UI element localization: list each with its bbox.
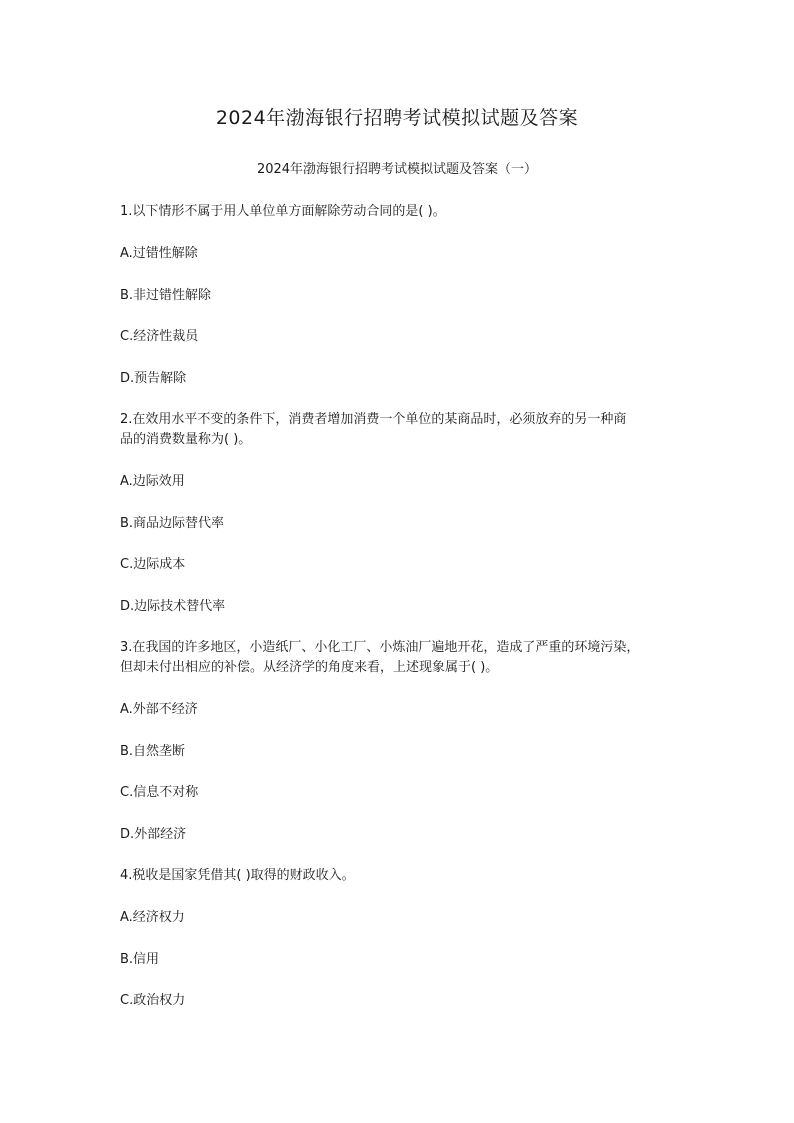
option-a: A.外部不经济 <box>120 702 198 717</box>
option-b: B.非过错性解除 <box>120 287 212 303</box>
option-a: A.边际效用 <box>120 474 185 489</box>
option-d: D.外部经济 <box>120 826 187 842</box>
question-stem-line-1: 3.在我国的许多地区，小造纸厂、小化工厂、小炼油厂遍地开花，造成了严重的环境污染， <box>120 640 640 655</box>
question-1 <box>120 202 680 389</box>
question-stem-line-2: 品的消费数量称为( )。 <box>120 432 252 447</box>
question-stem: 4.税收是国家凭借其( )取得的财政收入。 <box>120 868 355 883</box>
option-c: C.信息不对称 <box>120 785 199 800</box>
document-subtitle: 2024年渤海银行招聘考试模拟试题及答案（一） <box>256 162 538 177</box>
question-stem-line-2: 但却未付出相应的补偿。从经济学的角度来看，上述现象属于( )。 <box>120 660 499 675</box>
question-stem-line-1: 2.在效用水平不变的条件下，消费者增加消费一个单位的某商品时，必须放弃的另一种商 <box>120 412 627 427</box>
option-a: A.经济权力 <box>120 910 185 925</box>
question-stem: 1.以下情形不属于用人单位单方面解除劳动合同的是( )。 <box>120 204 446 219</box>
option-a: A.过错性解除 <box>120 246 198 261</box>
option-d: D.边际技术替代率 <box>120 598 226 614</box>
option-c: C.经济性裁员 <box>120 329 199 344</box>
option-b: B.信用 <box>120 951 160 967</box>
question-list <box>120 202 680 1033</box>
document-title: 2024年渤海银行招聘考试模拟试题及答案 <box>215 107 579 129</box>
question-3 <box>120 638 680 845</box>
question-4 <box>120 866 680 1011</box>
option-b: B.商品边际替代率 <box>120 515 225 531</box>
question-2 <box>120 410 680 617</box>
option-d: D.预告解除 <box>120 370 187 386</box>
option-c: C.政治权力 <box>120 993 186 1008</box>
option-b: B.自然垄断 <box>120 743 186 759</box>
option-c: C.边际成本 <box>120 557 186 572</box>
